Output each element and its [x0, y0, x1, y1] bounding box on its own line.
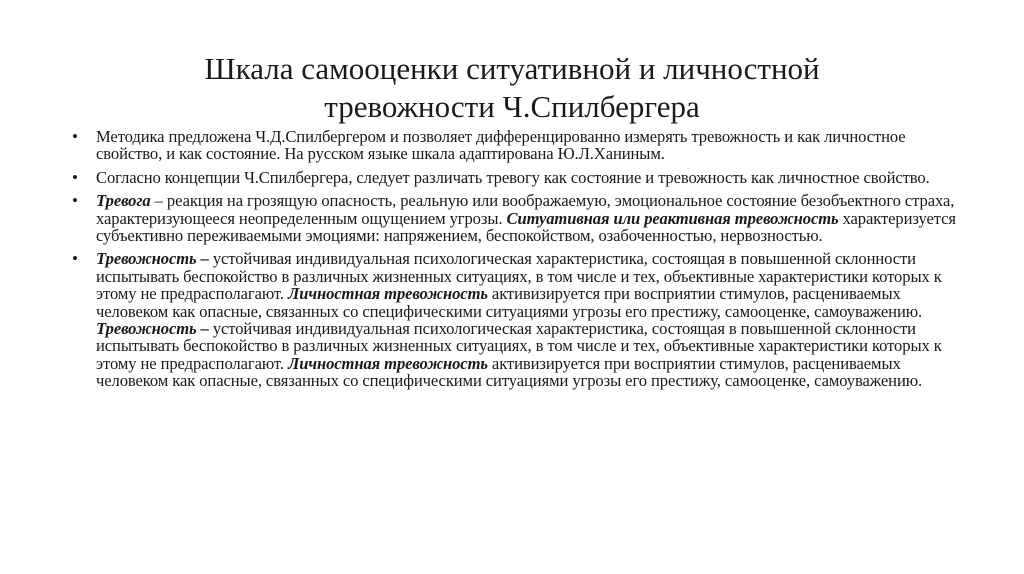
- term-anxiety-trait: Тревожность –: [96, 249, 209, 269]
- bullet-item-3: [72, 192, 972, 244]
- bullet-text: Методика предложена Ч.Д.Спилбергером и позволяет дифференцированно измерять тревожность и как личностное свойство, и как состояние. На русском языке шкала адаптирована Ю.Л.Ханиным.: [96, 127, 906, 164]
- bullet-text: Согласно концепции Ч.Спилбергера, следует различать тревогу как состояние и тревожность как личностное свойство.: [96, 167, 930, 187]
- term-anxiety-trait-repeat: Тревожность –: [96, 319, 209, 339]
- bullet-text: устойчивая индивидуальная психологическая характеристика, состоящая в повышенной склонности испытывать беспокойство в различных жизненных ситуациях, в том числе и тех, объективные характеристики которых к этому не предрасполагают.: [96, 249, 942, 304]
- bullet-text: активизируется при восприятии стимулов, расцениваемых человеком как опасные, связанных со специфическими ситуациями угрозы его престижу, самооценке, самоуважению.: [96, 284, 923, 321]
- bullet-text: устойчивая индивидуальная психологическая характеристика, состоящая в повышенной склонности испытывать беспокойство в различных жизненных ситуациях, в том числе и тех, объективные характеристики которых к этому не предрасполагают.: [96, 319, 942, 373]
- term-personal-anxiety-repeat: Личностная тревожность: [287, 353, 488, 373]
- slide-title-line-1: Шкала самооценки ситуативной и личностной: [204, 51, 820, 86]
- bullet-marker: •: [72, 191, 78, 211]
- slide-title: [120, 50, 904, 126]
- slide-title-line-2: тревожности Ч.Спилбергера: [324, 89, 700, 124]
- bullet-marker: •: [72, 127, 78, 146]
- bullet-text: – реакция на грозящую опасность, реальную или воображаемую, эмоциональное состояние безобъектного страха, характеризующееся неопределенным ощущением угрозы.: [96, 191, 955, 228]
- bullet-text: характеризуется субъективно переживаемыми эмоциями: напряжением, беспокойством, озабоченностью, нервозностью.: [96, 208, 956, 246]
- bullet-list: [72, 128, 972, 396]
- bullet-marker: •: [72, 167, 78, 187]
- bullet-marker: •: [72, 249, 78, 269]
- bullet-item-4: [72, 250, 972, 389]
- bullet-item-2: [72, 169, 972, 186]
- bullet-item-1: [72, 128, 972, 163]
- term-personal-anxiety: Личностная тревожность: [287, 284, 488, 304]
- term-anxiety-state: Тревога: [96, 191, 151, 211]
- bullet-text: активизируется при восприятии стимулов, расцениваемых человеком как опасные, связанных со специфическими ситуациями угрозы его престижу, самооценке, самоуважению.: [96, 353, 923, 391]
- term-situational-anxiety: Ситуативная или реактивная тревожность: [506, 208, 839, 228]
